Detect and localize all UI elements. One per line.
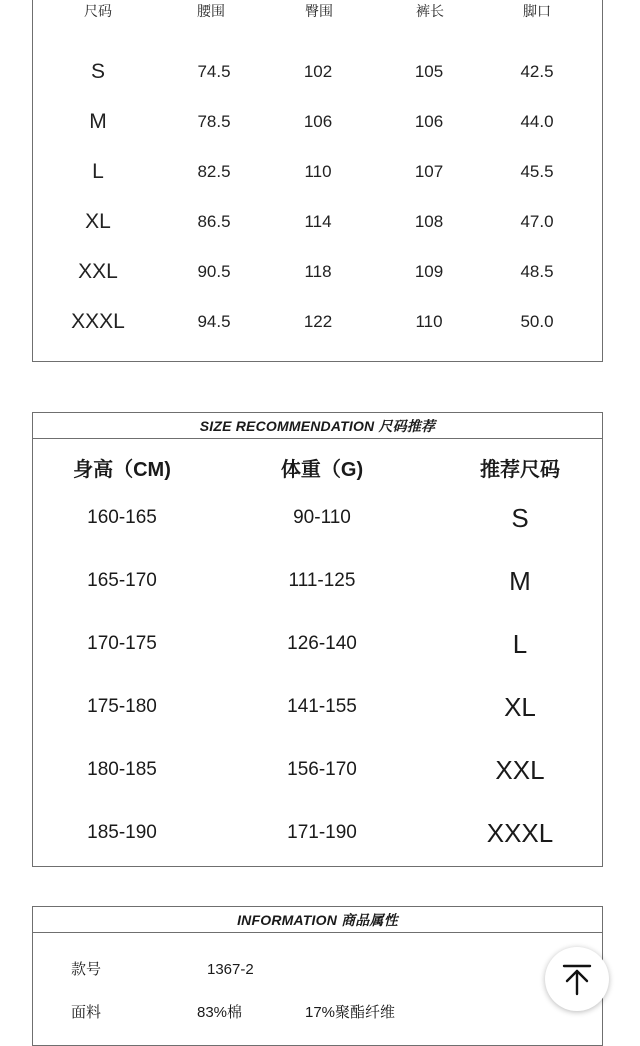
cell-weight: 156-170 bbox=[287, 759, 357, 780]
cell-hem: 45.5 bbox=[520, 162, 554, 181]
cell-weight: 111-125 bbox=[288, 570, 356, 591]
cell-size: XXL bbox=[78, 260, 118, 283]
cell-size: XXXL bbox=[71, 310, 125, 333]
cell-hem: 44.0 bbox=[520, 112, 554, 131]
cell-size: XXXL bbox=[486, 818, 554, 848]
header-length: 裤长 bbox=[416, 3, 444, 19]
size-chart-header bbox=[33, 0, 602, 23]
cell-height: 175-180 bbox=[87, 696, 157, 717]
info-label: 款号 bbox=[71, 961, 102, 978]
product-information-table bbox=[32, 906, 603, 1046]
cell-hem: 42.5 bbox=[520, 62, 554, 81]
cell-length: 108 bbox=[414, 212, 444, 231]
size-recommendation-table bbox=[32, 412, 603, 867]
cell-size: M bbox=[89, 110, 107, 133]
table-row bbox=[33, 692, 602, 722]
cell-waist: 78.5 bbox=[197, 112, 231, 131]
table-row bbox=[33, 755, 602, 785]
cell-weight: 141-155 bbox=[287, 696, 357, 717]
table-row bbox=[33, 260, 602, 284]
table-row bbox=[33, 503, 602, 533]
cell-size: XL bbox=[504, 692, 536, 722]
back-to-top-button[interactable] bbox=[545, 947, 609, 1011]
cell-hip: 122 bbox=[303, 312, 333, 331]
cell-size: XXL bbox=[495, 755, 545, 785]
cell-length: 105 bbox=[414, 62, 444, 81]
cell-hip: 114 bbox=[304, 212, 332, 231]
header-recommended-size: 推荐尺码 bbox=[480, 459, 560, 481]
recommendation-header bbox=[33, 455, 602, 485]
table-row bbox=[33, 160, 602, 184]
cell-length: 107 bbox=[414, 162, 444, 181]
cell-weight: 171-190 bbox=[287, 822, 357, 843]
cell-size: S bbox=[511, 503, 529, 533]
cell-length: 110 bbox=[415, 312, 443, 331]
cell-height: 165-170 bbox=[87, 570, 157, 591]
info-row-style-number bbox=[33, 958, 602, 982]
cell-waist: 82.5 bbox=[197, 162, 231, 181]
cell-height: 160-165 bbox=[87, 507, 157, 528]
info-value: 1367-2 bbox=[207, 961, 254, 978]
cell-hem: 48.5 bbox=[520, 262, 554, 281]
cell-hip: 110 bbox=[304, 162, 332, 181]
table-row bbox=[33, 629, 602, 659]
cell-waist: 94.5 bbox=[197, 312, 231, 331]
header-hip: 臀围 bbox=[305, 3, 333, 19]
arrow-up-to-top-icon bbox=[560, 962, 594, 996]
cell-hip: 102 bbox=[303, 62, 333, 81]
header-size: 尺码 bbox=[84, 3, 112, 19]
cell-height: 170-175 bbox=[87, 633, 157, 654]
cell-hip: 118 bbox=[304, 262, 332, 281]
cell-waist: 86.5 bbox=[197, 212, 231, 231]
info-row-fabric bbox=[33, 1001, 602, 1025]
table-row bbox=[33, 110, 602, 134]
size-chart-table bbox=[32, 0, 603, 362]
cell-hip: 106 bbox=[303, 112, 333, 131]
table-row bbox=[33, 310, 602, 334]
cell-size: L bbox=[512, 629, 528, 659]
cell-waist: 90.5 bbox=[197, 262, 231, 281]
cell-size: L bbox=[92, 160, 104, 183]
cell-hem: 50.0 bbox=[520, 312, 554, 331]
cell-length: 109 bbox=[414, 262, 444, 281]
cell-height: 180-185 bbox=[87, 759, 157, 780]
table-row bbox=[33, 60, 602, 84]
table-row bbox=[33, 566, 602, 596]
cell-height: 185-190 bbox=[87, 822, 157, 843]
header-hem: 脚口 bbox=[523, 3, 551, 19]
info-value: 83%棉 bbox=[197, 1004, 243, 1021]
section-title: INFORMATION 商品属性 bbox=[33, 907, 602, 933]
cell-waist: 74.5 bbox=[197, 62, 231, 81]
cell-size: S bbox=[90, 60, 105, 83]
header-waist: 腰围 bbox=[197, 3, 225, 19]
header-weight: 体重（G) bbox=[280, 459, 364, 481]
info-label: 面料 bbox=[71, 1004, 102, 1021]
table-row bbox=[33, 818, 602, 848]
cell-size: XL bbox=[85, 210, 111, 233]
cell-hem: 47.0 bbox=[520, 212, 554, 231]
section-title: SIZE RECOMMENDATION 尺码推荐 bbox=[33, 413, 602, 439]
cell-size: M bbox=[509, 566, 531, 596]
cell-length: 106 bbox=[414, 112, 444, 131]
cell-weight: 90-110 bbox=[293, 507, 351, 528]
info-value-secondary: 17%聚酯纤维 bbox=[305, 1004, 396, 1021]
table-row bbox=[33, 210, 602, 234]
header-height: 身高（CM) bbox=[73, 459, 171, 481]
cell-weight: 126-140 bbox=[287, 633, 357, 654]
